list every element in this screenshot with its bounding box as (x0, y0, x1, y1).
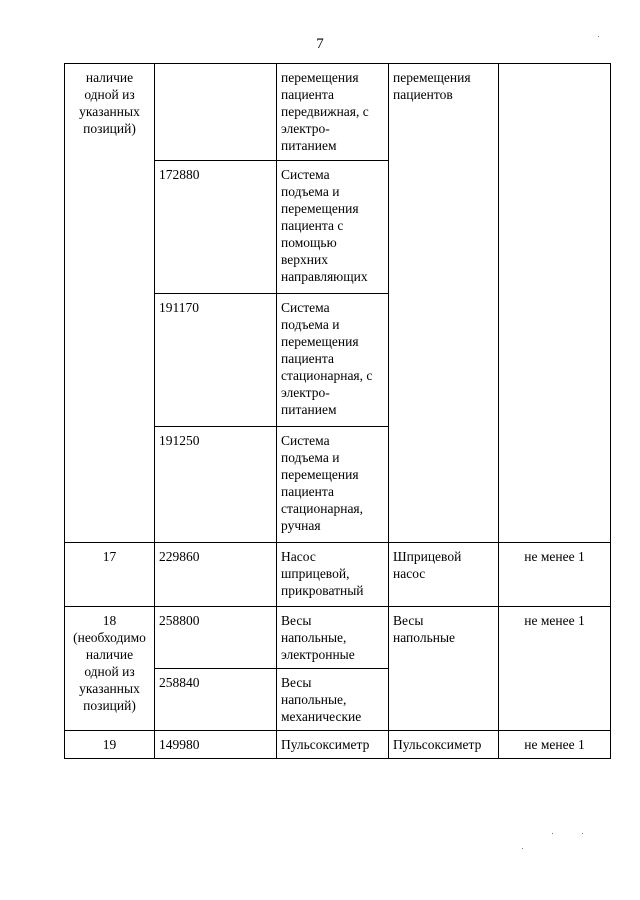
name-cell: Система подъема и перемещения пациента стационарная, с электро- питанием (277, 294, 389, 427)
scan-speck (582, 833, 583, 834)
code-cell: 191170 (155, 294, 277, 427)
table-row (65, 64, 611, 161)
code-cell: 258800 (155, 607, 277, 669)
code-cell: 149980 (155, 731, 277, 759)
name-cell: Система подъема и перемещения пациента с помощью верхних направляющих (277, 161, 389, 294)
category-cell: Шприцевой насос (389, 543, 499, 607)
group-number-cell: наличие одной из указанных позиций) (65, 64, 155, 543)
quantity-cell: не менее 1 (499, 731, 611, 759)
code-cell: 172880 (155, 161, 277, 294)
equipment-table (64, 63, 611, 759)
quantity-cell: не менее 1 (499, 607, 611, 731)
code-cell: 191250 (155, 427, 277, 543)
code-cell: 258840 (155, 669, 277, 731)
category-cell: Пульсоксиметр (389, 731, 499, 759)
name-cell: Весы напольные, механические (277, 669, 389, 731)
name-cell: Насос шприцевой, прикроватный (277, 543, 389, 607)
name-cell: Весы напольные, электронные (277, 607, 389, 669)
name-cell: Система подъема и перемещения пациента стационарная, ручная (277, 427, 389, 543)
scan-speck (552, 833, 553, 834)
scan-speck (522, 848, 523, 849)
scan-speck (598, 36, 599, 37)
name-cell: Пульсоксиметр (277, 731, 389, 759)
code-cell: 229860 (155, 543, 277, 607)
group-number-cell: 17 (65, 543, 155, 607)
group-number-cell: 19 (65, 731, 155, 759)
category-cell: перемещения пациентов (389, 64, 499, 543)
group-number-cell: 18 (необходимо наличие одной из указанных позиций) (65, 607, 155, 731)
table-row (65, 543, 611, 607)
code-cell (155, 64, 277, 161)
quantity-cell (499, 64, 611, 543)
category-cell: Весы напольные (389, 607, 499, 731)
quantity-cell: не менее 1 (499, 543, 611, 607)
name-cell: перемещения пациента передвижная, с электро- питанием (277, 64, 389, 161)
page-number: 7 (316, 36, 324, 52)
table-row (65, 731, 611, 759)
table-row (65, 607, 611, 669)
